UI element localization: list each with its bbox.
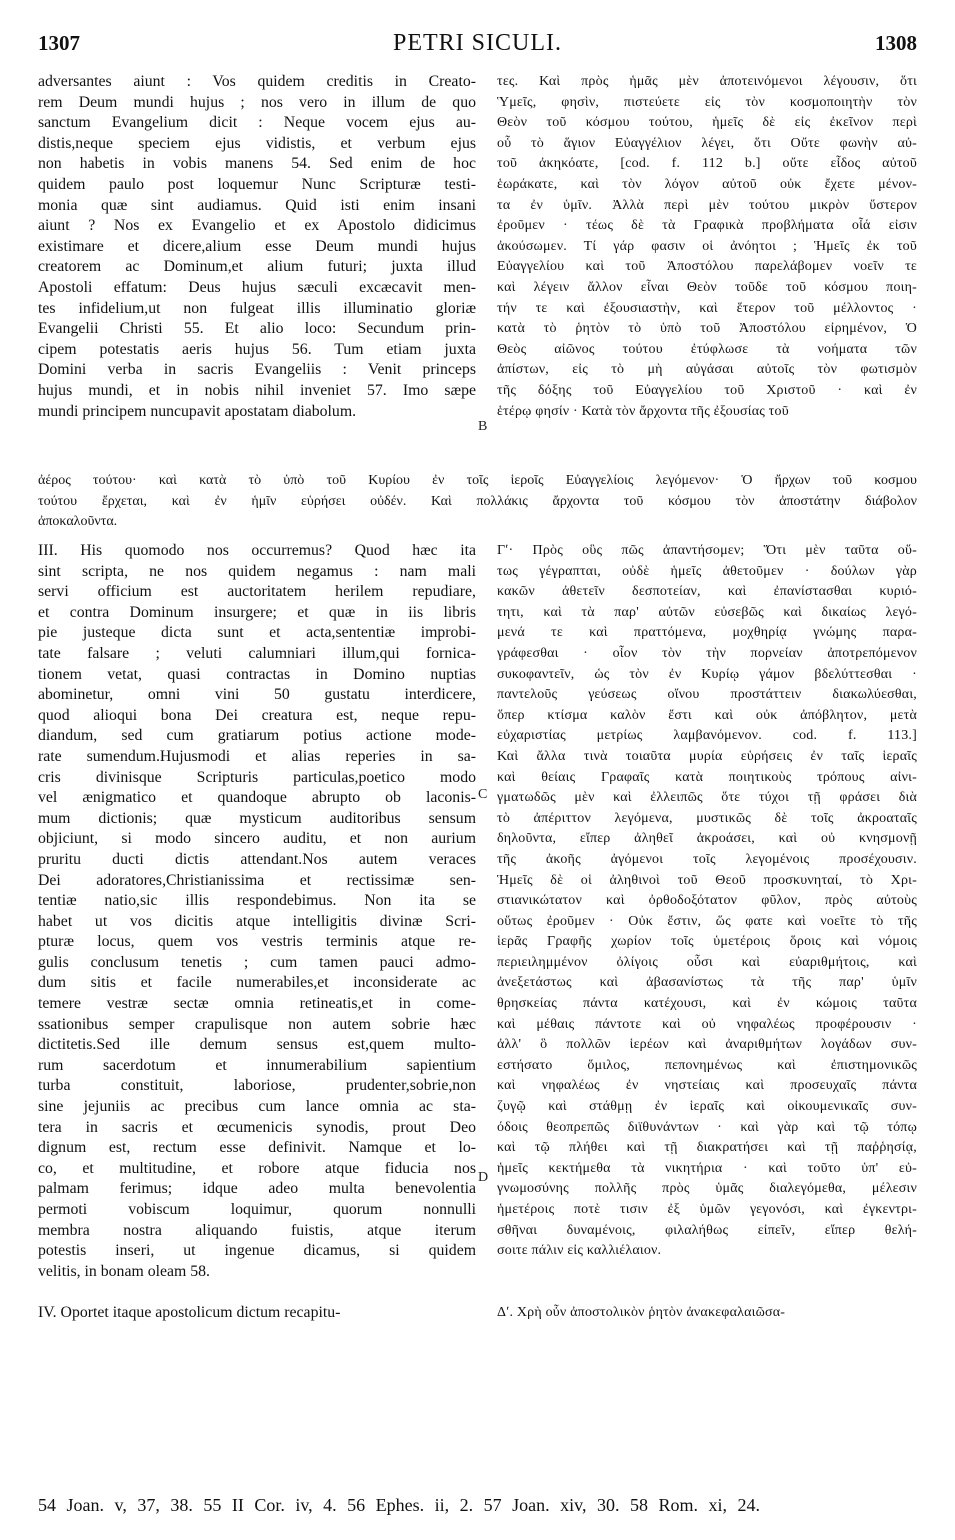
greek-bottom-line [497,1262,917,1283]
latin-bottom-line: objiciunt, si modo sincero auditu, et non aurium [38,830,476,848]
greek-full-width-passage [38,471,917,533]
latin-top-line: existimare et dicere,alium esse Deum mundi hujus [38,237,476,255]
greek-top-line: κατὰ τὸ ῥητὸν τὸ ὑπὸ τοῦ Ἀποστόλου εἰρημένον, Ὁ [497,321,917,337]
latin-bottom-line: vel ænigmatico et quandoque abrupto ob laconis- [38,789,476,807]
latin-bottom-line: dum sitis et facile numerabiles,et inconsiderate ac [38,974,476,992]
latin-bottom-line: mum dictionis; quæ mysticum auditoribus sensum [38,809,476,827]
latin-top-line: cipem potestatis aeris hujus 56. Tum etiam juxta [38,340,476,358]
greek-bottom-line: Καὶ ἄλλα τινὰ τοιαῦτα μυρία εὑρήσεις ἐν ταῖς ἱεραῖς [497,748,917,764]
greek-bottom-line: συκοφαντεῖν, ὡς τὸν ἐν Κυρίῳ γάμον βδελύττεσθαι · [497,666,917,682]
latin-bottom-line: habet ut vos dicitis atque intelligitis divinæ Scri- [38,912,476,930]
latin-top-line: monia quæ sint audiamus. Quid isti enim insani [38,196,476,214]
latin-bottom-line: sint scripta, ne nos quidem negamus : nam mali [38,562,476,580]
latin-bottom-line: III. His quomodo nos occurremus? Quod hæc ita [38,542,476,559]
latin-top-line: quidem paulo post loquemur Nunc Scripturæ testi- [38,175,476,193]
greek-bottom-line: σθῆναι δυναμένοις, φιλαλήθως εἰπεῖν, εἴπερ θελή- [497,1222,917,1238]
greek-bottom-line: θρησκείας πάντα κατέχουσι, καὶ ἐν κώμοις ταῦτα [497,996,917,1012]
greek-top-line: Θεὸν τοῦ κόσμου τούτου, ἡμεῖς δὲ εἰς ἐκεῖνον περὶ [497,115,917,131]
latin-bottom-line: dignum est, rectum esse definivit. Namque et lo- [38,1139,476,1157]
latin-bottom-line: co, et multitudine, et robore atque fiducia nos [38,1159,476,1177]
greek-bottom-line: εστήσατο ὅμιλος, πεπονημένως καὶ ἐπιστημονικῶς [497,1057,917,1073]
latin-bottom-line: potestis inseri, ut ingenue dicamus, si quidem [38,1242,476,1260]
greek-bottom-line: τητι, καὶ τὰ παρ' αὐτῶν εὐσεβῶς καὶ δικαίως λεγό- [497,604,917,620]
greek-column-bottom [497,541,917,1324]
greek-bottom-line: τῆς ἀκοῆς ἀγόμενοι τοῖς λεγομένοις προσέχουσιν. [497,851,917,867]
greek-top-line: οὗ τὸ ἅγιον Εὐαγγέλιον λέγει, ὅτι Οὔτε φωνὴν αὐ- [497,135,917,151]
margin-marker-b: B [478,419,488,434]
full-width-line: τούτου ἔρχεται, καὶ ἐν ἡμῖν εὑρήσει οὐδέν. Καὶ πολλάκις ἄρχοντα τοῦ κόσμου τὸν ἀποστάτην διάβολον [38,493,917,509]
greek-top-line: τοῦ ἀκηκόατε, [cod. f. 112 b.] οὔτε εἶδος αὐτοῦ [497,156,917,172]
latin-bottom-line: tentiæ natio,sic illis respondebimus. Non ita se [38,892,476,910]
greek-bottom-line: ἀνεξετάστως καὶ ἀβασανίστως τὰ τῆς παρ' ὑμῖν [497,975,917,991]
latin-top-line: Evangelii Christi 55. Et alio loco: Secundum prin- [38,320,476,338]
full-width-line: ἀποκαλοῦντα. [38,514,118,530]
latin-bottom-line: pruritu ducti dictis attendant.Nos autem veraces [38,850,476,868]
greek-bottom-line: ἡμεῖς κεκτήμεθα τὰ νικητήρια · καὶ τοῦτο ὑπ' εὐ- [497,1160,917,1176]
latin-bottom-line: IV. Oportet itaque apostolicum dictum recapitu- [38,1303,341,1321]
latin-bottom-line: membra nostra aliquando fuistis, atque iterum [38,1221,476,1239]
latin-bottom-line: tate falsare ; veluti calumniari illum,qui fornica- [38,644,476,662]
greek-bottom-line: γράφεσθαι · οἷον τὸν τὴν πορνείαν ἀποτρεπόμενον [497,645,917,661]
latin-bottom-line: tionem vetat, quasi contractas in Domino nuptias [38,665,476,683]
greek-top-line: ἑωράκατε, καὶ τὸν λόγον αὐτοῦ οὐκ ἔχετε μένον- [497,176,917,192]
latin-column-bottom [38,541,476,1324]
greek-bottom-line: περιειλημμένον ὀλίγοις οὖσι καὶ εὐαριθμήτοις, καὶ [497,954,917,970]
greek-bottom-line: Ἡμεῖς δὲ οἱ ἀληθινοὶ τοῦ Θεοῦ προσκυνηταί, τὸ Χρι- [497,872,917,888]
latin-bottom-line: turba constituit, laboriose, prudenter,sobrie,non [38,1077,476,1095]
greek-bottom-line: ὅπερ κτίσμα καλὸν ἔστι καὶ οὐκ ἀπόβλητον, μετὰ [497,707,917,723]
latin-top-line: sanctum Evangelium dicit : Neque vocem ejus au- [38,114,476,132]
greek-bottom-line: κακῶν ἀθετεῖν δεσποτείαν, καὶ ἐπανίστασθαι κυριό- [497,584,917,600]
latin-bottom-line: permoti vobiscum loquimur, quorum nonnulli [38,1201,476,1218]
greek-bottom-line: εὐχαριστίας μετρίως λαμβανόμενον. cod. f. 113.] [497,728,917,744]
greek-top-line: ἀκούσωμεν. Τί γάρ φασιν οἱ ἀνόητοι ; Ἡμεῖς ἐκ τοῦ [497,238,917,254]
latin-top-line: distis,neque speciem ejus vidistis, et verbum ejus [38,134,476,152]
latin-top-line: rem Deum mundi hujus ; nos vero in illum de quo [38,93,476,111]
greek-bottom-line: οὕτως ἐροῦμεν · Οὐκ ἔστιν, ὥς φατε καὶ νοεῖτε τὸ τῆς [497,913,917,929]
latin-bottom-line: diandum, sed cum gratiarum potius actione mode- [38,727,476,745]
latin-bottom-line: abominetur, omni vini 50 gustatu interdicere, [38,686,476,704]
latin-top-line: mundi principem nuncupavit apostatam diabolum. [38,402,357,420]
greek-bottom-line: καὶ νηφαλέως ἐν νηστείαις καὶ προσευχαῖς πάντα [497,1078,917,1094]
greek-bottom-line [497,1282,917,1303]
greek-bottom-line: καὶ μέθαις πάντοτε καὶ οὐ νηφαλέως προφέρουσιν · [497,1016,917,1032]
latin-bottom-line: ssationibus semper crapulisque non autem sobrie hæc [38,1015,476,1033]
greek-bottom-line: μενά τε καὶ πραττόμενα, μοχθηρίᾳ γνώμης παρα- [497,625,917,641]
right-column-number: 1308 [875,31,917,55]
greek-bottom-line: ἱερᾶς Γραφῆς χωρίον τοῖς ὑμετέροις ὅροις καὶ νόμοις [497,934,917,950]
latin-bottom-line: Dei adoratores,Christianissima et rectissimæ sen- [38,871,476,889]
greek-bottom-line: ἀλλ' ὃ πολλῶν ἱερέων καὶ ἀναριθμήτων λογάδων συν- [497,1037,917,1053]
latin-bottom-line: pie justeque dicta sunt et acta,sententiæ improbi- [38,624,476,642]
left-column-number: 1307 [38,31,80,55]
greek-bottom-line: ἡμετέροις ποτὲ τισιν ἐξ ὑμῶν γεγονόσι, καὶ ἐγκεντρι- [497,1202,917,1217]
greek-top-line: ἑτέρῳ φησίν · Κατὰ τὸν ἄρχοντα τῆς ἐξουσίας τοῦ [497,403,789,419]
margin-marker-d: D [478,1170,489,1185]
latin-top-line: Apostoli effatum: Deus hujus sæculi excæcavit men- [38,278,476,296]
latin-top-line: hujus mundi, et in nobis nihil inveniet 57. Imo sæpe [38,381,476,399]
greek-bottom-line: γματωδῶς μὲν καὶ ἐλλειπῶς ὅτε τύχοι τῇ φράσει διὰ [497,790,917,806]
footnotes: 54 Joan. v, 37, 38. 55 II Cor. iv, 4. 56 Ephes. ii, 2. 57 Joan. xiv, 30. 58 Rom. xi, 24. [38,1495,760,1515]
latin-bottom-line: sine jejuniis ac precibus cum lance omnia ac sta- [38,1098,476,1116]
greek-bottom-line: στιανικώτατον καὶ ὀρθοδοξότατον φῦλον, πρὸς αὐτοὺς [497,893,917,909]
greek-bottom-line: τὸ ἀπέριττον λεγόμενα, μυστικῶς δὲ τοῖς ἀκροαταῖς [497,810,917,826]
latin-top-line: Domini verba in sacris Evangeliis : Venit princeps [38,361,476,379]
latin-bottom-line: dictitetis.Sed ille demum sensus est,quem multo- [38,1036,476,1054]
greek-top-line: ἐροῦμεν · τέως δὲ τὰ Γραφικὰ προβλήματα οἷά εἰσιν [497,218,917,234]
greek-top-line: τα ἐν ὑμῖν. Ἀλλὰ περὶ μὲν τούτου μικρὸν ὕστερον [497,197,917,213]
latin-bottom-line: velitis, in bonam oleam 58. [38,1262,210,1280]
greek-bottom-line: ζυγῷ καὶ στάθμῃ ἐν ἱεραῖς καὶ οἰκουμενικαῖς συν- [497,1099,917,1115]
greek-top-line: τῆς δόξης τοῦ Εὐαγγελίου τοῦ Χριστοῦ · καὶ ἐν [497,382,917,398]
greek-bottom-line: Γʹ· Πρὸς οὓς πῶς ἀπαντήσομεν; Ὅτι μὲν ταῦτα οὕ- [497,543,917,558]
greek-bottom-line: παντελοῦς γεύσεως οἴνου προστάττειν διακωλύεσθαι, [497,687,917,703]
latin-bottom-line: rate sumendum.Hujusmodi et alias reperies in sa- [38,747,476,765]
greek-bottom-line: Δʹ. Χρὴ οὖν ἀποστολικὸν ῥητὸν ἀνακεφαλαιῶσα- [497,1304,786,1320]
latin-bottom-line [38,1282,476,1303]
greek-top-line: καὶ λέγειν ἄλλον εἶναι Θεὸν τοῦδε τοῦ κόσμου ποιη- [497,279,917,295]
greek-bottom-line: σοιτε πάλιν εἰς καλλιέλαιον. [497,1243,662,1259]
full-width-line: ἀέρος τούτου· καὶ κατὰ τὸ ὑπὸ τοῦ Κυρίου ἐν τοῖς ἱεροῖς Εὐαγγελίοις λεγόμενον· Ὁ ἤρχων τοῦ κοσμου [38,473,917,488]
latin-bottom-line: servi officium est auctoritatem herilem repudiare, [38,583,476,601]
greek-bottom-line: όδοις θεοπρεπῶς διϊθυνάντων · καὶ γὰρ καὶ τῷ τόπῳ [497,1119,917,1135]
greek-top-line: Εὐαγγελίου καὶ τοῦ Ἀποστόλου παρελάβομεν νοεῖν τε [497,259,917,275]
latin-bottom-line: quod alioqui bona Dei creatura est, neque repu- [38,706,476,724]
greek-top-line: Θεὸς αἰῶνος τούτου ἐτύφλωσε τὰ νοήματα τῶν [497,341,917,357]
greek-top-line: τες. Καὶ πρὸς ἡμᾶς μὲν ἀποτεινόμενοι λέγουσιν, ὅτι [497,74,917,89]
latin-top-line: aiunt ? Nos ex Evangelio et ex Apostolo didicimus [38,217,476,235]
latin-top-line: creatorem ac Dominum,et alium futuri; juxta illud [38,258,476,276]
latin-bottom-line: rum sacerdotum et innumerabilium sapientium [38,1056,476,1074]
greek-bottom-line: τως γέγραπται, οὐδὲ ἡμεῖς ἀθετοῦμεν · δούλων γὰρ [497,563,917,579]
greek-top-line: τήν τε καὶ ἐξουσιαστὴν, καὶ ἕτερον τοῦ μέλλοντος · [497,300,917,316]
latin-bottom-line: pturæ locus, quem vos vestris terminis atque re- [38,933,476,951]
latin-bottom-line: palmam ferimus; idque adeo multa benevolentia [38,1180,476,1198]
latin-column-top [38,72,476,422]
latin-bottom-line: tera in sacris et œcumenicis synodis, prout Deo [38,1118,476,1136]
latin-top-line: adversantes aiunt : Vos quidem creditis in Creato- [38,73,476,90]
greek-bottom-line: καὶ θείαις Γραφαῖς κατὰ ποιητικοὺς τρόπους αἰνι- [497,769,917,785]
margin-marker-c: C [478,787,488,802]
greek-column-top [497,72,917,422]
greek-bottom-line: δηλοῦντα, εἴπερ ἀληθεῖ ἀκροάσει, καὶ οὐ κνησμονῇ [497,831,917,847]
greek-bottom-line: καὶ τῷ πλήθει καὶ τῇ διακρατήσει καὶ τῇ παῤῥησίᾳ, [497,1140,917,1156]
greek-top-line: Ὑμεῖς, φησὶν, πιστεύετε εἰς τὸν κοσμοποιητὴν τὸν [497,94,917,110]
latin-bottom-line: temere vestræ sectæ omnia retineatis,et in come- [38,995,476,1013]
greek-top-line: ἀπίστων, εἰς τὸ μὴ αὐγάσαι αὐτοῖς τὸν φωτισμὸν [497,362,917,378]
latin-top-line: non habetis in vobis manens 54. Sed enim de hoc [38,155,476,173]
greek-bottom-line: γνωμοσύνης πολλῆς πρὸς ὑμᾶς διαλεγόμεθα, μέλεσιν [497,1181,917,1197]
page-header [38,30,917,64]
running-title: PETRI SICULI. [393,30,562,56]
latin-bottom-line: et contra Dominum insurgere; et quæ in iis libris [38,603,476,621]
latin-top-line: tes infidelium,ut non fulgeat illis illuminatio gloriæ [38,299,476,317]
latin-bottom-line: gulis conclusum tenetis ; cum tamen pauci admo- [38,953,476,971]
latin-bottom-line: cris divinisque Scripturis particulas,poetico modo [38,768,476,786]
